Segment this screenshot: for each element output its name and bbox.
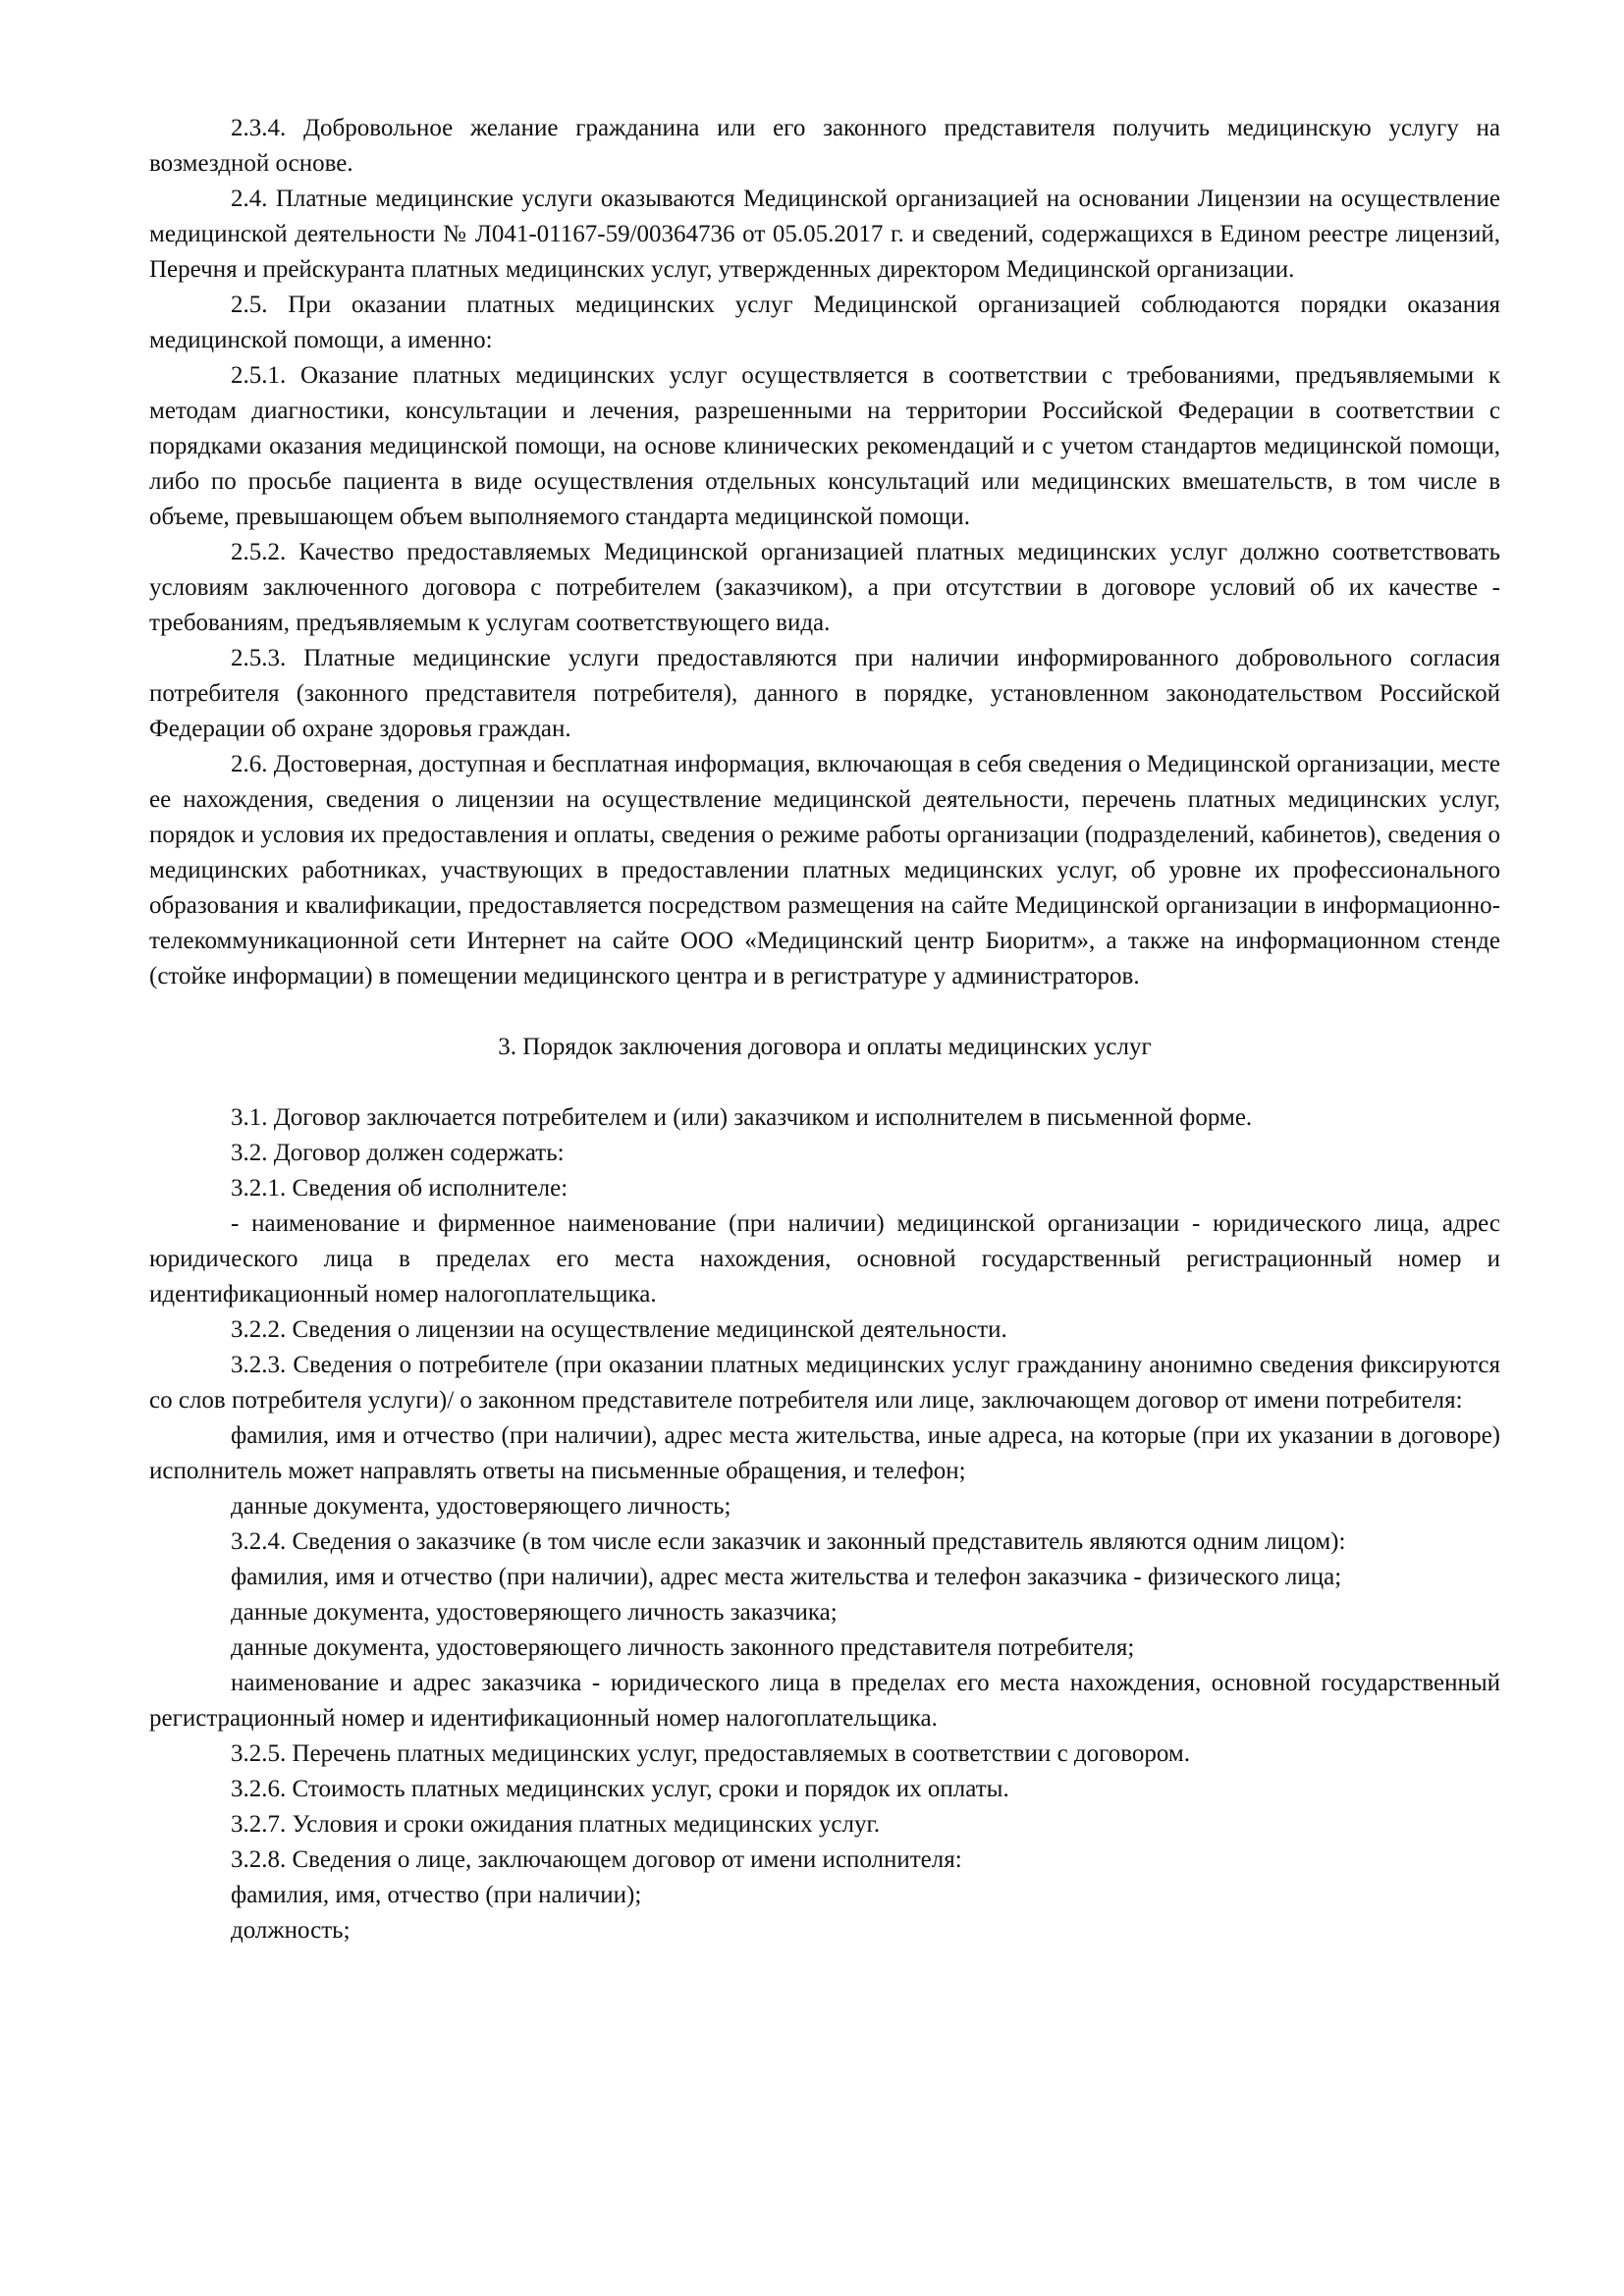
paragraph-2-6: 2.6. Достоверная, доступная и бесплатная информация, включающая в себя сведения о Медицинской организации, месте ее нахождения, сведения о лицензии на осуществление медицинской деятельности, перечень платных медицинских услуг, порядок и условия их предоставления и оплаты, сведения о режиме работы организации (подразделений, кабинетов), сведения о медицинских работниках, участвующих в предоставлении платных медицинских услуг, об уровне их профессионального образования и квалификации, предоставляется посредством размещения на сайте Медицинской организации в информационно-телекоммуникационной сети Интернет на сайте ООО «Медицинский центр Биоритм», а также на информационном стенде (стойке информации) в помещении медицинского центра и в регистратуре у администраторов. xyxy=(149,751,1500,989)
paragraph-3-2-2: 3.2.2. Сведения о лицензии на осуществление медицинской деятельности. xyxy=(231,1316,1007,1343)
paragraph-consumer-name: фамилия, имя и отчество (при наличии), адрес места жительства, иные адреса, на которые (при их указании в договоре) исполнитель может направлять ответы на письменные обращения, и телефон; xyxy=(149,1422,1500,1484)
paragraph-3-2: 3.2. Договор должен содержать: xyxy=(231,1140,565,1166)
paragraph-3-1: 3.1. Договор заключается потребителем и (или) заказчиком и исполнителем в письменной форме. xyxy=(231,1104,1253,1131)
paragraph-representative-id: данные документа, удостоверяющего личность законного представителя потребителя; xyxy=(231,1634,1135,1661)
paragraph-2-5-2: 2.5.2. Качество предоставляемых Медицинской организацией платных медицинских услуг должно соответствовать условиям заключенного договора с потребителем (заказчиком), а при отсутствии в договоре условий об их качестве - требованиям, предъявляемым к услугам соответствующего вида. xyxy=(149,539,1500,636)
paragraph-3-2-3: 3.2.3. Сведения о потребителе (при оказании платных медицинских услуг гражданину анонимно сведения фиксируются со слов потребителя услуги)/ о законном представителе потребителя или лице, заключающем договор от имени потребителя: xyxy=(149,1352,1500,1414)
paragraph-3-2-5: 3.2.5. Перечень платных медицинских услуг, предоставляемых в соответствии с договором. xyxy=(231,1740,1190,1767)
paragraph-customer-id: данные документа, удостоверяющего личность заказчика; xyxy=(231,1599,838,1626)
section-heading: 3. Порядок заключения договора и оплаты медицинских услуг xyxy=(498,1034,1152,1060)
paragraph-executor-name: - наименование и фирменное наименование (при наличии) медицинской организации - юридического лица, адрес юридического лица в пределах его места нахождения, основной государственный регистрационный номер и идентификационный номер налогоплательщика. xyxy=(149,1210,1500,1308)
paragraph-2-4: 2.4. Платные медицинские услуги оказываются Медицинской организацией на основании Лицензии на осуществление медицинской деятельности № Л041-01167-59/00364736 от 05.05.2017 г. и сведений, содержащихся в Едином реестре лицензий, Перечня и прейскуранта платных медицинских услуг, утвержденных директором Медицинской организации. xyxy=(149,186,1500,283)
paragraph-2-5-3: 2.5.3. Платные медицинские услуги предоставляются при наличии информированного добровольного согласия потребителя (законного представителя потребителя), данного в порядке, установленном законодательством Российской Федерации об охране здоровья граждан. xyxy=(149,645,1500,742)
paragraph-3-2-4: 3.2.4. Сведения о заказчике (в том числе если заказчик и законный представитель являются одним лицом): xyxy=(231,1528,1346,1555)
paragraph-signer-name: фамилия, имя, отчество (при наличии); xyxy=(231,1882,642,1908)
paragraph-3-2-7: 3.2.7. Условия и сроки ожидания платных медицинских услуг. xyxy=(231,1811,881,1838)
paragraph-2-3-4: 2.3.4. Добровольное желание гражданина или его законного представителя получить медицинскую услугу на возмездной основе. xyxy=(149,115,1500,177)
paragraph-customer-name: фамилия, имя и отчество (при наличии), адрес места жительства и телефон заказчика - физического лица; xyxy=(231,1564,1342,1590)
paragraph-3-2-6: 3.2.6. Стоимость платных медицинских услуг, сроки и порядок их оплаты. xyxy=(231,1776,1009,1802)
paragraph-customer-legal: наименование и адрес заказчика - юридического лица в пределах его места нахождения, основной государственный регистрационный номер и идентификационный номер налогоплательщика. xyxy=(149,1670,1500,1732)
paragraph-2-5-1: 2.5.1. Оказание платных медицинских услуг осуществляется в соответствии с требованиями, предъявляемыми к методам диагностики, консультации и лечения, разрешенными на территории Российской Федерации в соответствии с порядками оказания медицинской помощи, на основе клинических рекомендаций и с учетом стандартов медицинской помощи, либо по просьбе пациента в виде осуществления отдельных консультаций или медицинских вмешательств, в том числе в объеме, превышающем объем выполняемого стандарта медицинской помощи. xyxy=(149,362,1500,530)
paragraph-3-2-8: 3.2.8. Сведения о лице, заключающем договор от имени исполнителя: xyxy=(231,1846,962,1873)
paragraph-3-2-1: 3.2.1. Сведения об исполнителе: xyxy=(231,1175,568,1201)
paragraph-2-5: 2.5. При оказании платных медицинских услуг Медицинской организацией соблюдаются порядки оказания медицинской помощи, а именно: xyxy=(149,292,1500,353)
paragraph-consumer-id: данные документа, удостоверяющего личность; xyxy=(231,1493,731,1520)
paragraph-signer-position: должность; xyxy=(231,1917,351,1944)
document-body xyxy=(149,111,1500,1949)
